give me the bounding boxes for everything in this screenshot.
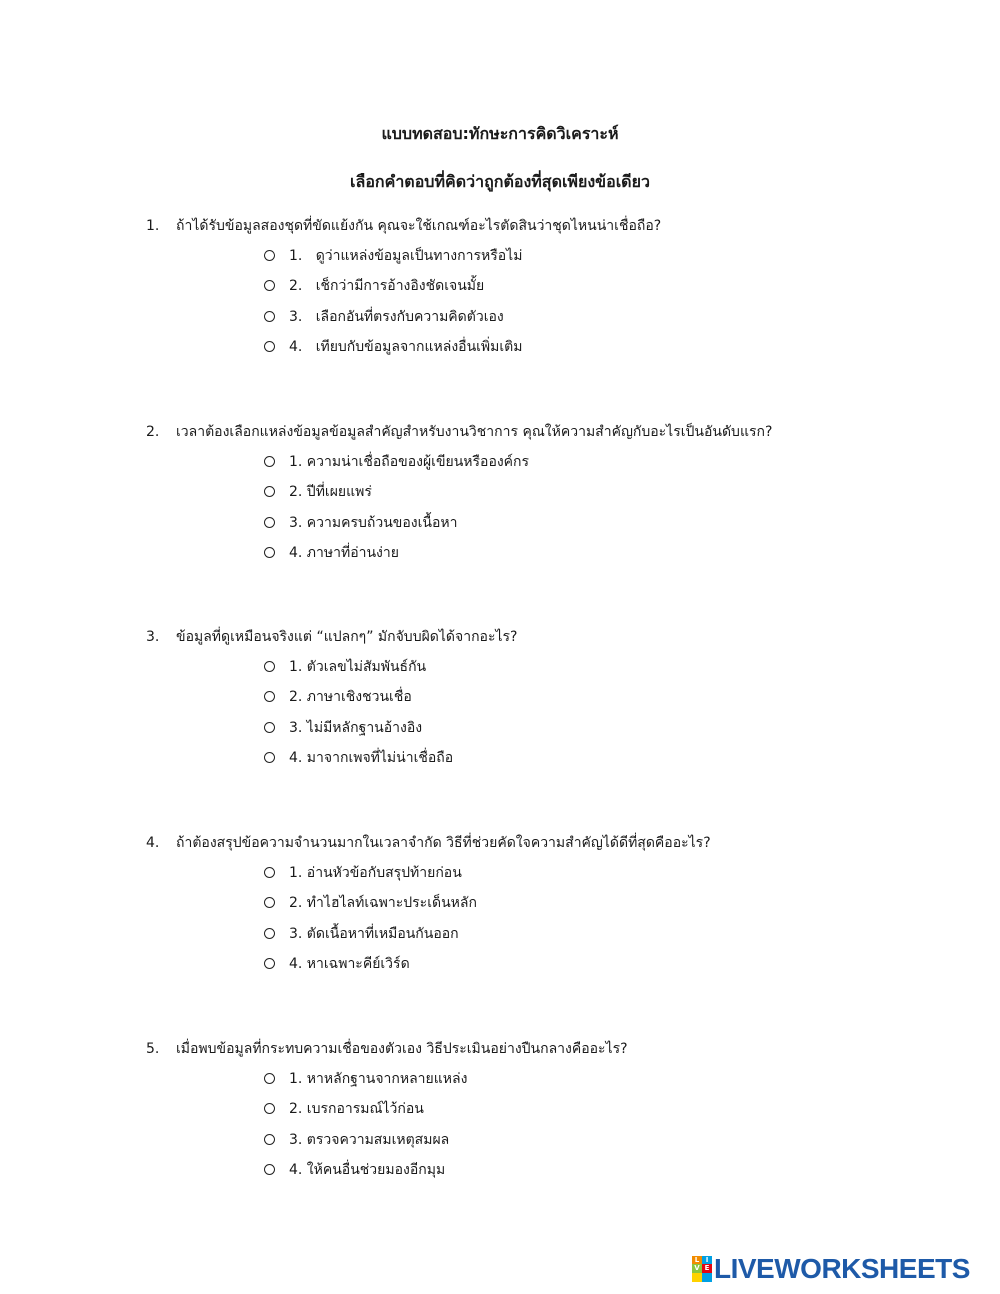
question-1 — [0, 216, 1000, 416]
logo-mark-cell — [702, 1273, 712, 1282]
radio-circle-icon[interactable] — [264, 722, 275, 733]
logo-mark-cell — [692, 1273, 702, 1282]
answer-option[interactable] — [264, 513, 457, 533]
liveworksheets-logo-text: LIVEWORKSHEETS — [714, 1253, 970, 1284]
liveworksheets-logo[interactable] — [692, 1254, 970, 1284]
radio-circle-icon[interactable] — [264, 311, 275, 322]
question-text-row — [146, 833, 711, 853]
answer-option[interactable] — [264, 1160, 445, 1180]
answer-option[interactable] — [264, 1099, 424, 1119]
question-number: 5. — [146, 1041, 160, 1057]
radio-circle-icon[interactable] — [264, 867, 275, 878]
answer-option-label: 3. ตัดเนื้อหาที่เหมือนกันออก — [289, 926, 459, 942]
liveworksheets-logo-icon — [692, 1256, 712, 1282]
radio-circle-icon[interactable] — [264, 1134, 275, 1145]
answer-option[interactable] — [264, 748, 453, 768]
answer-option-label: 1. หาหลักฐานจากหลายแหล่ง — [289, 1071, 468, 1087]
radio-circle-icon[interactable] — [264, 928, 275, 939]
question-text: ถ้าต้องสรุปข้อความจำนวนมากในเวลาจำกัด วิธีที่ช่วยคัดใจความสำคัญได้ดีที่สุดคืออะไร? — [176, 835, 711, 851]
answer-option[interactable] — [264, 1130, 449, 1150]
answer-option-label: 4. มาจากเพจที่ไม่น่าเชื่อถือ — [289, 750, 454, 766]
question-number: 3. — [146, 629, 160, 645]
answer-option-label: 1. อ่านหัวข้อกับสรุปท้ายก่อน — [289, 865, 462, 881]
answer-option[interactable] — [264, 863, 462, 883]
worksheet-title: แบบทดสอบ:ทักษะการคิดวิเคราะห์ — [381, 124, 619, 143]
radio-circle-icon[interactable] — [264, 1103, 275, 1114]
radio-circle-icon[interactable] — [264, 280, 275, 291]
question-text: ถ้าได้รับข้อมูลสองชุดที่ขัดแย้งกัน คุณจะใช้เกณฑ์อะไรตัดสินว่าชุดไหนน่าเชื่อถือ? — [176, 218, 662, 234]
question-number: 2. — [146, 424, 160, 440]
answer-option-label: 3. ตรวจความสมเหตุสมผล — [289, 1132, 450, 1148]
worksheet-instructions: เลือกคำตอบที่คิดว่าถูกต้องที่สุดเพียงข้อเดียว — [350, 172, 650, 191]
answer-option-label: 3. ไม่มีหลักฐานอ้างอิง — [289, 720, 423, 736]
answer-option[interactable] — [264, 246, 522, 266]
answer-option[interactable] — [264, 718, 422, 738]
question-text-row — [146, 1039, 628, 1059]
answer-option-label: 2. เบรกอารมณ์ไว้ก่อน — [289, 1101, 424, 1117]
answer-option[interactable] — [264, 543, 399, 563]
answer-option-label: 3. ความครบถ้วนของเนื้อหา — [289, 515, 458, 531]
question-text: เวลาต้องเลือกแหล่งข้อมูลข้อมูลสำคัญสำหรับงานวิชาการ คุณให้ความสำคัญกับอะไรเป็นอันดับแรก? — [176, 424, 773, 440]
radio-circle-icon[interactable] — [264, 1164, 275, 1175]
answer-option-label: 1. ดูว่าแหล่งข้อมูลเป็นทางการหรือไม่ — [289, 248, 523, 264]
question-5 — [0, 1039, 1000, 1239]
question-text-row — [146, 216, 661, 236]
question-text: เมื่อพบข้อมูลที่กระทบความเชื่อของตัวเอง วิธีประเมินอย่างปืนกลางคืออะไร? — [176, 1041, 628, 1057]
logo-mark-cell: E — [702, 1264, 712, 1273]
answer-option-label: 2. เช็กว่ามีการอ้างอิงชัดเจนมั้ย — [289, 278, 485, 294]
radio-circle-icon[interactable] — [264, 517, 275, 528]
radio-circle-icon[interactable] — [264, 547, 275, 558]
radio-circle-icon[interactable] — [264, 456, 275, 467]
answer-option-label: 1. ตัวเลขไม่สัมพันธ์กัน — [289, 659, 427, 675]
question-text-row — [146, 627, 517, 647]
radio-circle-icon[interactable] — [264, 341, 275, 352]
question-4 — [0, 833, 1000, 1033]
radio-circle-icon[interactable] — [264, 250, 275, 261]
answer-option-label: 1. ความน่าเชื่อถือของผู้เขียนหรือองค์กร — [289, 454, 530, 470]
logo-mark-cell: I — [702, 1256, 712, 1264]
answer-option-label: 2. ปีที่เผยแพร่ — [289, 484, 372, 500]
answer-option-label: 4. ให้คนอื่นช่วยมองอีกมุม — [289, 1162, 446, 1178]
radio-circle-icon[interactable] — [264, 897, 275, 908]
question-text-row — [146, 422, 772, 442]
logo-mark-cell: V — [692, 1264, 702, 1273]
answer-option[interactable] — [264, 307, 504, 327]
radio-circle-icon[interactable] — [264, 1073, 275, 1084]
answer-option[interactable] — [264, 924, 459, 944]
radio-circle-icon[interactable] — [264, 958, 275, 969]
answer-option[interactable] — [264, 657, 426, 677]
radio-circle-icon[interactable] — [264, 752, 275, 763]
answer-option[interactable] — [264, 482, 372, 502]
radio-circle-icon[interactable] — [264, 661, 275, 672]
answer-option[interactable] — [264, 687, 412, 707]
radio-circle-icon[interactable] — [264, 691, 275, 702]
answer-option[interactable] — [264, 452, 529, 472]
answer-option-label: 4. หาเฉพาะคีย์เวิร์ด — [289, 956, 410, 972]
answer-option[interactable] — [264, 954, 410, 974]
question-number: 4. — [146, 835, 160, 851]
answer-option[interactable] — [264, 337, 523, 357]
question-number: 1. — [146, 218, 160, 234]
answer-option[interactable] — [264, 1069, 467, 1089]
answer-option[interactable] — [264, 893, 477, 913]
question-2 — [0, 422, 1000, 622]
answer-option-label: 3. เลือกอันที่ตรงกับความคิดตัวเอง — [289, 309, 504, 325]
logo-mark-cell: L — [692, 1256, 702, 1264]
question-3 — [0, 627, 1000, 827]
question-text: ข้อมูลที่ดูเหมือนจริงแต่ “แปลกๆ” มักจับบผิดได้จากอะไร? — [176, 629, 518, 645]
answer-option-label: 4. ภาษาที่อ่านง่าย — [289, 545, 399, 561]
answer-option[interactable] — [264, 276, 484, 296]
radio-circle-icon[interactable] — [264, 486, 275, 497]
answer-option-label: 2. ทำไฮไลท์เฉพาะประเด็นหลัก — [289, 895, 477, 911]
answer-option-label: 4. เทียบกับข้อมูลจากแหล่งอื่นเพิ่มเติม — [289, 339, 523, 355]
answer-option-label: 2. ภาษาเชิงชวนเชื่อ — [289, 689, 412, 705]
